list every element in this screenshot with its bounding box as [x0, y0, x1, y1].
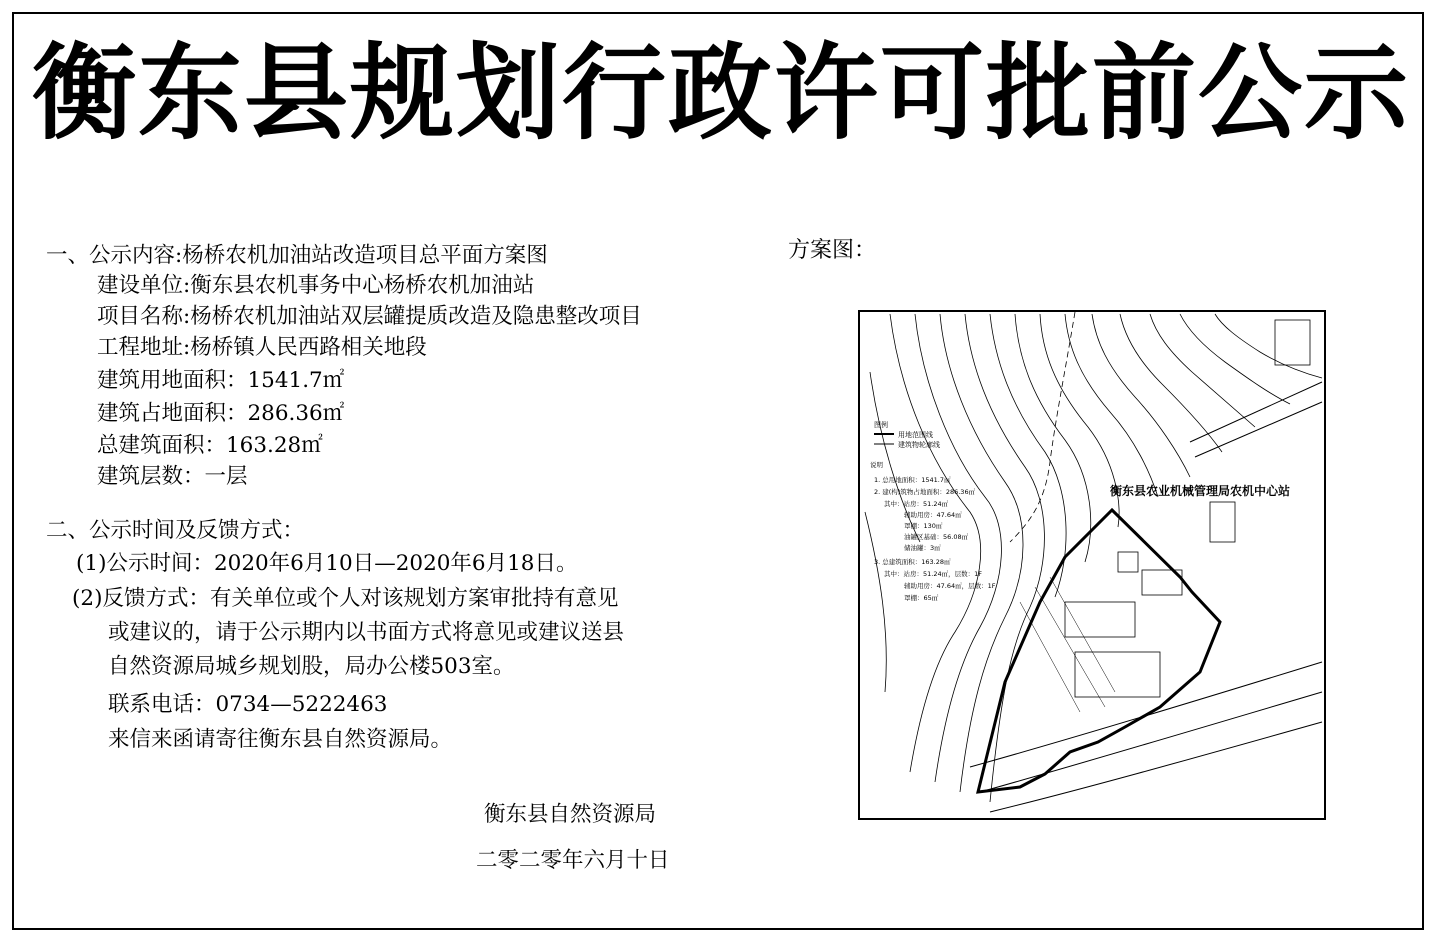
- contour-line: [1092, 314, 1190, 477]
- construction-unit: 建设单位:衡东县农机事务中心杨桥农机加油站: [97, 273, 535, 298]
- contact-phone: 联系电话：0734—5222463: [108, 692, 388, 717]
- existing-building: [1275, 320, 1310, 365]
- contour-line: [865, 512, 886, 692]
- site-plan-drawing: [858, 310, 1326, 820]
- note-line: 3. 总建筑面积：163.28㎡: [874, 558, 951, 566]
- issuer: 衡东县自然资源局: [484, 802, 657, 827]
- floor-count: 建筑层数：一层: [97, 464, 248, 489]
- legend: [874, 420, 940, 449]
- feedback-line-1: (2)反馈方式：有关单位或个人对该规划方案审批持有意见: [72, 586, 619, 611]
- total-floor-area: 总建筑面积：163.28㎡: [97, 433, 323, 458]
- contour-line: [1180, 314, 1290, 404]
- note-line: 其中：站房：51.24㎡: [884, 500, 949, 508]
- contour-line: [1040, 314, 1119, 527]
- contour-line: [1015, 314, 1091, 562]
- note-line: 2. 建(构)筑物占地面积：286.36㎡: [874, 488, 976, 496]
- station-building: [1075, 652, 1160, 697]
- note-line: 罩棚：130㎡: [904, 522, 943, 530]
- note-line: 1. 总用地面积：1541.7㎡: [874, 476, 951, 484]
- road-edge: [1195, 402, 1322, 457]
- road-edge: [990, 722, 1322, 812]
- legend-item: 建筑物轮廓线: [898, 441, 940, 449]
- footprint-area: 建筑占地面积：286.36㎡: [97, 401, 345, 426]
- project-name: 项目名称:杨桥农机加油站双层罐提质改造及隐患整改项目: [97, 304, 642, 329]
- notes-title: 说明: [870, 461, 883, 469]
- notice-period: (1)公示时间：2020年6月10日—2020年6月18日。: [76, 551, 578, 576]
- existing-building: [1210, 502, 1235, 542]
- section2-heading: 二、公示时间及反馈方式：: [46, 518, 305, 543]
- page-title: 衡东县规划行政许可批前公示: [31, 32, 1410, 154]
- legend-title: 图例: [874, 421, 888, 429]
- feedback-line-2: 或建议的，请于公示期内以书面方式将意见或建议送县: [108, 620, 625, 645]
- legend-item: 用地范围线: [898, 431, 933, 439]
- plan-label: 方案图：: [788, 238, 877, 263]
- contour-line: [890, 314, 981, 772]
- land-area: 建筑用地面积：1541.7㎡: [97, 368, 345, 393]
- tank: [1118, 552, 1138, 572]
- note-line: 油罐区基础：56.08㎡: [904, 533, 969, 541]
- note-line: 辅助用房：47.64㎡: [904, 511, 962, 519]
- note-line: 储油罐：3㎡: [904, 544, 941, 552]
- contour-line: [1215, 314, 1322, 378]
- note-line: 其中：站房：51.24㎡，层数：1F: [884, 570, 982, 578]
- project-address: 工程地址:杨桥镇人民西路相关地段: [97, 335, 427, 360]
- canopy: [1065, 602, 1135, 637]
- note-line: 辅助用房：47.64㎡，层数：1F: [904, 582, 996, 590]
- section1-heading: 一、公示内容:杨桥农机加油站改造项目总平面方案图: [46, 243, 548, 268]
- contour-line: [1120, 314, 1222, 452]
- mail-address: 来信来函请寄往衡东县自然资源局。: [108, 727, 453, 752]
- note-line: 罩棚：65㎡: [904, 594, 939, 602]
- road-edge: [1190, 382, 1322, 442]
- site-name: 衡东县农业机械管理局农机中心站: [1110, 484, 1291, 498]
- contour-line: [1150, 314, 1255, 427]
- feedback-line-3: 自然资源局城乡规划股，局办公楼503室。: [108, 654, 515, 679]
- site-boundary: [978, 510, 1220, 792]
- contour-line: [965, 314, 1044, 802]
- issue-date: 二零二零年六月十日: [476, 848, 670, 873]
- road-edge: [980, 692, 1322, 792]
